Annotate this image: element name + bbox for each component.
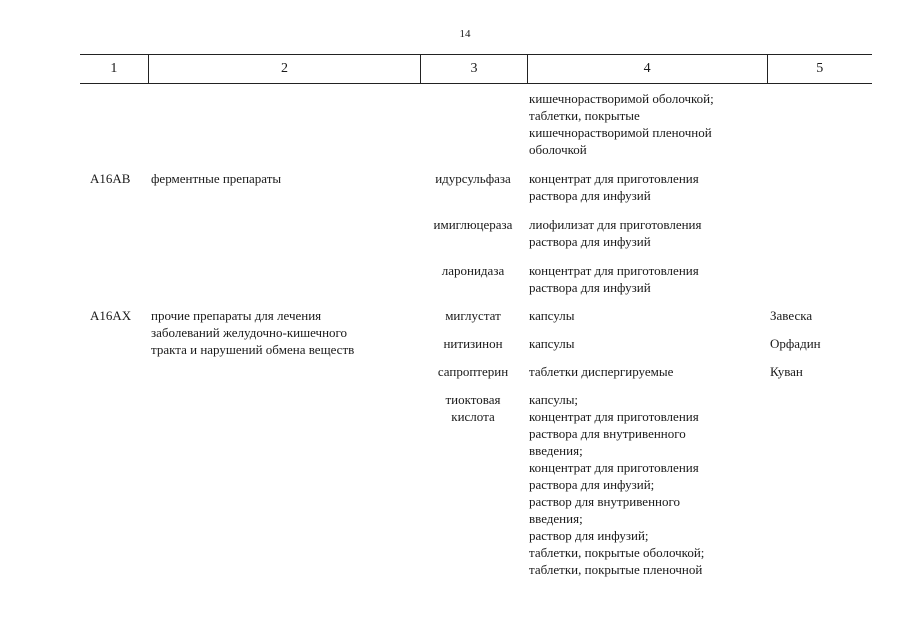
drug-forms bbox=[529, 335, 765, 352]
brand-name: Орфадин bbox=[770, 336, 821, 351]
group-name-line: прочие препараты для лечения bbox=[151, 308, 322, 323]
header-col-5: 5 bbox=[816, 61, 824, 76]
drug-forms bbox=[529, 391, 765, 578]
header-col-3: 3 bbox=[421, 55, 527, 83]
brand-name: Куван bbox=[770, 364, 803, 379]
form-line: таблетки диспергируемые bbox=[529, 364, 674, 379]
drug-name bbox=[420, 391, 526, 425]
group-name-line: заболеваний желудочно-кишечного bbox=[151, 325, 348, 340]
atc-code-a16ax: A16AX bbox=[90, 308, 132, 323]
group-name-a16ax bbox=[151, 307, 406, 358]
form-line: лиофилизат для приготовления bbox=[529, 217, 702, 232]
form-line: раствора для внутривенного bbox=[529, 426, 686, 441]
form-line: раствора для инфузий bbox=[529, 280, 651, 295]
form-line: введения; bbox=[529, 443, 583, 458]
header-col-2: 2 bbox=[149, 55, 422, 83]
form-line: таблетки, покрытые оболочкой; bbox=[529, 545, 705, 560]
atc-code-a16ab: A16AB bbox=[90, 171, 131, 186]
form-line: капсулы bbox=[529, 336, 575, 351]
group-name-a16ab: ферментные препараты bbox=[151, 171, 282, 186]
form-line: концентрат для приготовления bbox=[529, 409, 699, 424]
drug-forms bbox=[529, 307, 765, 324]
form-line: концентрат для приготовления bbox=[529, 460, 699, 475]
form-line: кишечнорастворимой оболочкой; bbox=[529, 91, 714, 106]
drug-name: сапроптерин bbox=[437, 364, 509, 379]
table-header-row bbox=[80, 54, 872, 84]
form-line: оболочкой bbox=[529, 142, 587, 157]
group-name-line: тракта и нарушений обмена веществ bbox=[151, 342, 355, 357]
drug-name: ларонидаза bbox=[441, 263, 505, 278]
form-line: таблетки, покрытые bbox=[529, 108, 640, 123]
drug-name: идурсульфаза bbox=[435, 171, 511, 186]
drug-name-line: тиоктовая bbox=[445, 392, 501, 407]
drug-name: миглустат bbox=[445, 308, 501, 323]
header-col-1: 1 bbox=[80, 55, 149, 83]
drug-name: нитизинон bbox=[443, 336, 503, 351]
form-line: капсулы; bbox=[529, 392, 579, 407]
form-line: раствора для инфузий; bbox=[529, 477, 655, 492]
drug-forms bbox=[529, 216, 765, 250]
brand-name: Завеска bbox=[770, 308, 813, 323]
form-line: таблетки, покрытые пленочной bbox=[529, 562, 703, 577]
drug-name: имиглюцераза bbox=[433, 217, 513, 232]
page-number: 14 bbox=[459, 28, 471, 40]
form-line: введения; bbox=[529, 511, 583, 526]
header-col-4: 4 bbox=[528, 55, 768, 83]
form-line: раствора для инфузий bbox=[529, 234, 651, 249]
continuation-forms bbox=[529, 90, 765, 158]
form-line: концентрат для приготовления bbox=[529, 171, 699, 186]
form-line: концентрат для приготовления bbox=[529, 263, 699, 278]
drug-forms bbox=[529, 262, 765, 296]
form-line: раствора для инфузий bbox=[529, 188, 651, 203]
form-line: раствор для внутривенного bbox=[529, 494, 680, 509]
drug-name-line: кислота bbox=[451, 409, 495, 424]
drug-forms bbox=[529, 170, 765, 204]
form-line: раствор для инфузий; bbox=[529, 528, 649, 543]
drug-forms bbox=[529, 363, 765, 380]
form-line: капсулы bbox=[529, 308, 575, 323]
form-line: кишечнорастворимой пленочной bbox=[529, 125, 712, 140]
